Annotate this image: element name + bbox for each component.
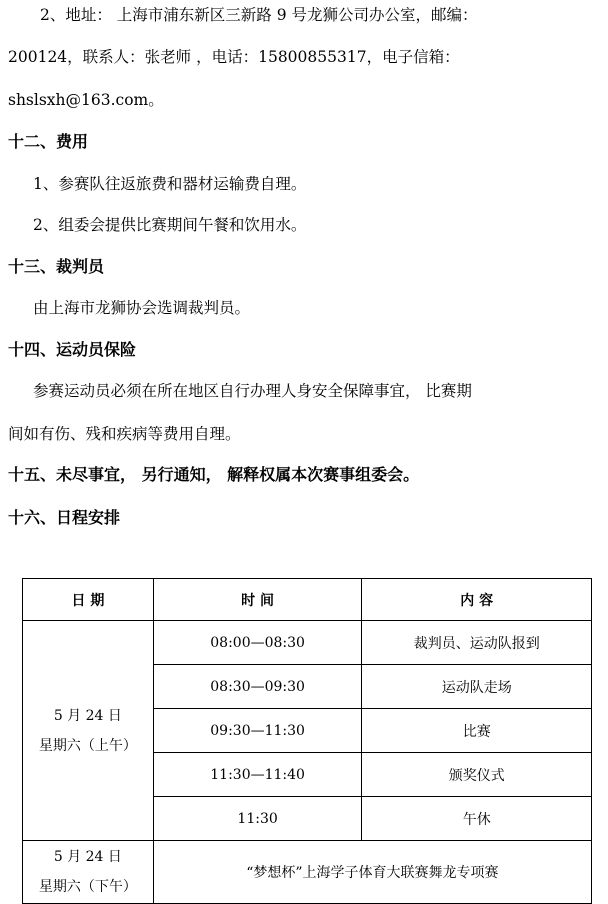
- afternoon-date: 5 月 24 日: [53, 849, 122, 865]
- fee-heading: 十二、费用: [8, 132, 89, 151]
- header-content: 内 容: [362, 579, 592, 621]
- header-date: 日 期: [23, 579, 154, 621]
- morning-date: 5 月 24 日: [53, 707, 122, 724]
- insurance-text-2: 间如有伤、残和疾病等费用自理。: [8, 425, 241, 443]
- referee-text: 由上海市龙狮协会选调裁判员。: [33, 299, 251, 317]
- table-row: [23, 841, 592, 904]
- fee-item-2: 2、组委会提供比赛期间午餐和饮用水。: [33, 216, 307, 234]
- content-cell: 午休: [362, 797, 592, 841]
- time-cell: 09:30—11:30: [153, 709, 362, 753]
- morning-weekday: 星期六（上午）: [38, 737, 137, 754]
- table-row: [23, 621, 592, 665]
- address-line-1: 2、地址： 上海市浦东新区三新路 9 号龙狮公司办公室，邮编：: [40, 6, 478, 24]
- time-cell: 11:30—11:40: [153, 753, 362, 797]
- address-line-2: 200124，联系人：张老师 ，电话：15800855317，电子信箱：: [8, 48, 460, 66]
- other-matters-heading: 十五、未尽事宜， 另行通知， 解释权属本次赛事组委会。: [8, 465, 420, 484]
- table-header-row: [23, 579, 592, 621]
- referee-heading: 十三、裁判员: [8, 257, 105, 276]
- time-cell: 11:30: [153, 797, 362, 841]
- address-line-3: shslsxh@163.com。: [8, 91, 164, 109]
- time-cell: 08:00—08:30: [153, 621, 362, 665]
- schedule-heading: 十六、日程安排: [8, 508, 121, 527]
- insurance-text-1: 参赛运动员必须在所在地区自行办理人身安全保障事宜， 比赛期: [33, 382, 472, 400]
- afternoon-date-cell: [23, 841, 154, 904]
- content-cell: 运动队走场: [362, 665, 592, 709]
- content-cell: 裁判员、运动队报到: [362, 621, 592, 665]
- content-cell: 颁奖仪式: [362, 753, 592, 797]
- header-time: 时 间: [153, 579, 362, 621]
- afternoon-content-cell: “梦想杯”上海学子体育大联赛舞龙专项赛: [153, 841, 591, 904]
- morning-date-cell: [23, 621, 154, 841]
- afternoon-weekday: 星期六（下午）: [38, 879, 137, 895]
- insurance-heading: 十四、运动员保险: [8, 340, 137, 359]
- fee-item-1: 1、参赛队往返旅费和器材运输费自理。: [33, 175, 307, 193]
- schedule-table: [22, 578, 592, 904]
- content-cell: 比赛: [362, 709, 592, 753]
- time-cell: 08:30—09:30: [153, 665, 362, 709]
